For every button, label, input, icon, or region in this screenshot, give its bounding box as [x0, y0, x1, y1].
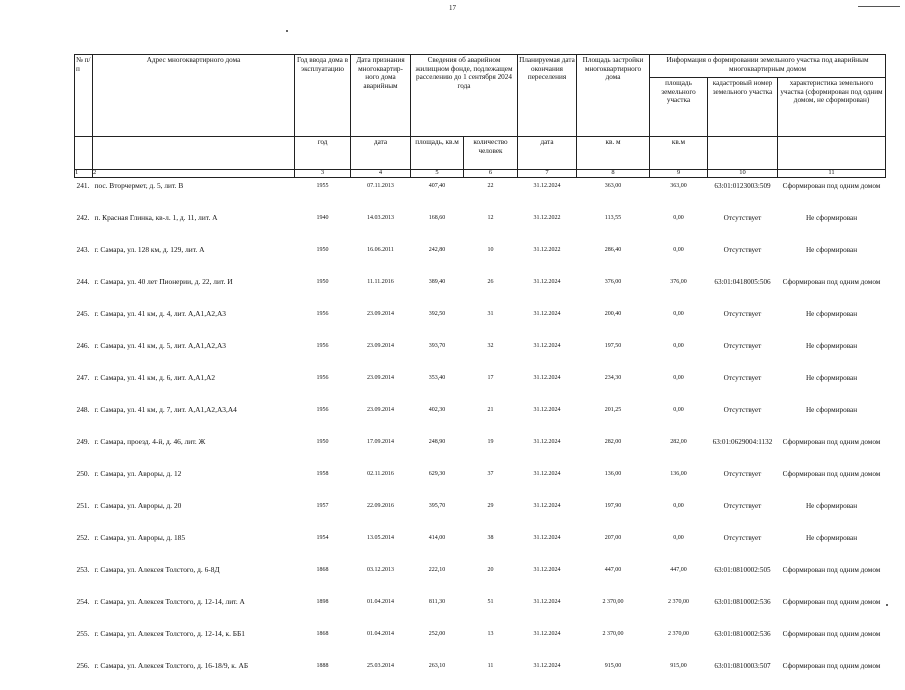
cadastral-cell: Отсутствует	[723, 245, 762, 254]
cadastral-cell: 63:01:0418005:506	[714, 277, 771, 286]
people-cell: 13	[487, 630, 494, 637]
row-number: 252.	[76, 532, 90, 542]
land-status-cell: Сформирован под одним домом	[782, 437, 881, 446]
unit-date: дата	[351, 137, 411, 170]
people-cell: 22	[487, 182, 494, 189]
emergency-date-cell: 11.11.2016	[367, 278, 394, 285]
cadastral-cell: Отсутствует	[723, 533, 762, 542]
table-row	[75, 498, 886, 530]
area-cell: 811,30	[428, 598, 446, 605]
year-cell: 1956	[316, 406, 329, 413]
land-area-cell: 0,00	[673, 502, 684, 509]
year-cell: 1956	[316, 374, 329, 381]
year-cell: 1954	[316, 534, 329, 541]
planned-date-cell: 31.12.2024	[533, 342, 561, 349]
cadastral-cell: 63:01:0810002:536	[714, 629, 771, 638]
land-status-cell: Сформирован под одним домом	[782, 469, 881, 478]
people-cell: 21	[487, 406, 494, 413]
column-number: 6	[464, 170, 518, 178]
address-cell: пос. Вторчермет, д. 5, лит. В	[94, 180, 184, 190]
address-cell: г. Самара, ул. Алексея Толстого, д. 16-18/9, к. АБ	[94, 660, 249, 670]
land-area-cell: 136,00	[670, 470, 687, 477]
header-date-emergency: Дата признания многоквартир-ного дома аварийным	[351, 55, 411, 137]
people-cell: 51	[487, 598, 494, 605]
land-area-cell: 0,00	[673, 214, 684, 221]
cadastral-cell: Отсутствует	[723, 213, 762, 222]
area-cell: 392,50	[428, 310, 446, 317]
people-cell: 37	[487, 470, 494, 477]
row-number: 242.	[76, 212, 90, 222]
people-cell: 38	[487, 534, 494, 541]
row-number: 243.	[76, 244, 90, 254]
row-number: 251.	[76, 500, 90, 510]
build-area-cell: 197,90	[604, 502, 622, 509]
land-area-cell: 0,00	[673, 374, 684, 381]
land-status-cell: Не сформирован	[805, 213, 858, 222]
area-cell: 414,00	[428, 534, 446, 541]
address-cell: г. Самара, ул. 41 км, д. 4, лит. А,А1,А2,А3	[94, 308, 226, 318]
area-cell: 407,40	[428, 182, 446, 189]
unit-blank	[75, 137, 93, 170]
planned-date-cell: 31.12.2024	[533, 566, 561, 573]
column-number: 8	[577, 170, 650, 178]
header-no: № п/п	[75, 55, 93, 137]
area-cell: 629,30	[428, 470, 446, 477]
emergency-date-cell: 02.11.2016	[367, 470, 394, 477]
area-cell: 242,80	[428, 246, 446, 253]
land-area-cell: 2 370,00	[668, 598, 689, 605]
people-cell: 26	[487, 278, 494, 285]
row-number: 244.	[76, 276, 90, 286]
people-cell: 29	[487, 502, 494, 509]
unit-sqm: кв. м	[577, 137, 650, 170]
row-number: 250.	[76, 468, 90, 478]
unit-blank	[778, 137, 886, 170]
cadastral-cell: Отсутствует	[723, 309, 762, 318]
build-area-cell: 197,50	[604, 342, 622, 349]
table-row	[75, 370, 886, 402]
year-cell: 1955	[316, 182, 329, 189]
land-area-cell: 376,00	[670, 278, 687, 285]
land-area-cell: 282,00	[670, 438, 687, 445]
unit-blank	[93, 137, 295, 170]
table-row	[75, 658, 886, 690]
column-number: 10	[708, 170, 778, 178]
build-area-cell: 286,40	[604, 246, 622, 253]
land-status-cell: Не сформирован	[805, 533, 858, 542]
scan-speck	[286, 30, 288, 32]
emergency-date-cell: 13.05.2014	[367, 534, 394, 541]
land-status-cell: Не сформирован	[805, 405, 858, 414]
people-cell: 11	[487, 662, 494, 669]
land-status-cell: Сформирован под одним домом	[782, 565, 881, 574]
planned-date-cell: 31.12.2024	[533, 470, 561, 477]
people-cell: 10	[487, 246, 494, 253]
row-number: 248.	[76, 404, 90, 414]
address-cell: п. Красная Глинка, кв-л. 1, д. 11, лит. А	[94, 212, 218, 222]
column-number: 1	[75, 170, 93, 178]
year-cell: 1956	[316, 310, 329, 317]
corner-line	[858, 6, 900, 7]
planned-date-cell: 31.12.2024	[533, 662, 561, 669]
build-area-cell: 2 370,00	[602, 598, 624, 605]
planned-date-cell: 31.12.2024	[533, 374, 561, 381]
area-cell: 393,70	[428, 342, 446, 349]
land-status-cell: Сформирован под одним домом	[782, 277, 881, 286]
land-status-cell: Не сформирован	[805, 373, 858, 382]
year-cell: 1868	[316, 630, 329, 637]
land-area-cell: 915,00	[670, 662, 687, 669]
table-row	[75, 434, 886, 466]
emergency-date-cell: 23.09.2014	[367, 310, 394, 317]
build-area-cell: 201,25	[604, 406, 622, 413]
area-cell: 222,10	[428, 566, 446, 573]
emergency-date-cell: 23.09.2014	[367, 374, 394, 381]
column-number: 11	[778, 170, 886, 178]
land-status-cell: Не сформирован	[805, 501, 858, 510]
address-cell: г. Самара, ул. 41 км, д. 7, лит. А,А1,А2,А3,А4	[94, 404, 237, 414]
land-area-cell: 0,00	[673, 342, 684, 349]
address-cell: г. Самара, ул. Авроры, д. 185	[94, 532, 186, 542]
cadastral-cell: 63:01:0123003:509	[714, 181, 771, 190]
header-address: Адрес многоквартирного дома	[93, 55, 295, 137]
year-cell: 1956	[316, 342, 329, 349]
emergency-date-cell: 07.11.2013	[367, 182, 394, 189]
planned-date-cell: 31.12.2022	[533, 214, 561, 221]
build-area-cell: 136,00	[604, 470, 622, 477]
address-cell: г. Самара, ул. 41 км, д. 6, лит. А,А1,А2	[94, 372, 216, 382]
area-cell: 248,90	[428, 438, 446, 445]
land-status-cell: Сформирован под одним домом	[782, 629, 881, 638]
unit-year: год	[295, 137, 351, 170]
table-row	[75, 242, 886, 274]
planned-date-cell: 31.12.2022	[533, 246, 561, 253]
table-row	[75, 530, 886, 562]
cadastral-cell: Отсутствует	[723, 405, 762, 414]
row-number: 241.	[76, 180, 90, 190]
year-cell: 1958	[316, 470, 329, 477]
land-status-cell: Сформирован под одним домом	[782, 661, 881, 670]
year-cell: 1957	[316, 502, 329, 509]
cadastral-cell: 63:01:0810002:505	[714, 565, 771, 574]
area-cell: 402,30	[428, 406, 446, 413]
land-status-cell: Сформирован под одним домом	[782, 597, 881, 606]
year-cell: 1898	[316, 598, 329, 605]
land-area-cell: 363,00	[670, 182, 687, 189]
year-cell: 1868	[316, 566, 329, 573]
address-cell: г. Самара, ул. 40 лет Пионерии, д. 22, лит. И	[94, 276, 233, 286]
column-number: 3	[295, 170, 351, 178]
planned-date-cell: 31.12.2024	[533, 598, 561, 605]
emergency-date-cell: 23.09.2014	[367, 342, 394, 349]
cadastral-cell: Отсутствует	[723, 341, 762, 350]
land-status-cell: Сформирован под одним домом	[782, 181, 881, 190]
header-planned-date: Планируемая дата окончания переселения	[518, 55, 577, 137]
address-cell: г. Самара, ул. Авроры, д. 20	[94, 500, 182, 510]
year-cell: 1940	[316, 214, 329, 221]
people-cell: 32	[487, 342, 494, 349]
planned-date-cell: 31.12.2024	[533, 502, 561, 509]
people-cell: 17	[487, 374, 494, 381]
cadastral-cell: 63:01:0629004:1132	[712, 437, 773, 446]
area-cell: 168,60	[428, 214, 446, 221]
unit-area: площадь, кв.м	[411, 137, 464, 170]
land-area-cell: 0,00	[673, 246, 684, 253]
column-number: 4	[351, 170, 411, 178]
emergency-date-cell: 01.04.2014	[367, 598, 394, 605]
page-number: 17	[449, 4, 456, 12]
land-status-cell: Не сформирован	[805, 309, 858, 318]
land-area-cell: 447,00	[670, 566, 687, 573]
emergency-date-cell: 25.03.2014	[367, 662, 394, 669]
build-area-cell: 113,55	[604, 214, 622, 221]
row-number: 255.	[76, 628, 90, 638]
build-area-cell: 234,30	[604, 374, 622, 381]
column-number: 9	[650, 170, 708, 178]
header-land-info: Информация о формировании земельного участка под аварийным многоквартирным домом	[650, 55, 886, 78]
people-cell: 19	[487, 438, 494, 445]
land-area-cell: 0,00	[673, 310, 684, 317]
cadastral-cell: Отсутствует	[723, 373, 762, 382]
build-area-cell: 363,00	[604, 182, 622, 189]
cadastral-cell: 63:01:0810002:536	[714, 597, 771, 606]
planned-date-cell: 31.12.2024	[533, 438, 561, 445]
table-row	[75, 594, 886, 626]
build-area-cell: 2 370,00	[602, 630, 624, 637]
table-row	[75, 466, 886, 498]
table-row	[75, 306, 886, 338]
header-land-char: характеристика земельного участка (сформирован под одним домом, не сформирован)	[778, 78, 886, 137]
scan-speck	[886, 604, 888, 606]
emergency-date-cell: 14.03.2013	[367, 214, 394, 221]
emergency-date-cell: 22.09.2016	[367, 502, 394, 509]
row-number: 247.	[76, 372, 90, 382]
row-number: 245.	[76, 308, 90, 318]
table-row	[75, 338, 886, 370]
address-cell: г. Самара, ул. Алексея Толстого, д. 6-8Д	[94, 564, 220, 574]
planned-date-cell: 31.12.2024	[533, 630, 561, 637]
build-area-cell: 447,00	[604, 566, 622, 573]
year-cell: 1950	[316, 246, 329, 253]
planned-date-cell: 31.12.2024	[533, 182, 561, 189]
emergency-date-cell: 16.06.2011	[367, 246, 394, 253]
year-cell: 1950	[316, 438, 329, 445]
address-cell: г. Самара, ул. Алексея Толстого, д. 12-14, лит. А	[94, 596, 245, 606]
table-row	[75, 210, 886, 242]
row-number: 254.	[76, 596, 90, 606]
people-cell: 31	[487, 310, 494, 317]
build-area-cell: 282,00	[604, 438, 622, 445]
emergency-date-cell: 03.12.2013	[367, 566, 394, 573]
area-cell: 263,10	[428, 662, 446, 669]
build-area-cell: 376,00	[604, 278, 622, 285]
table-row	[75, 562, 886, 594]
header-land-area: площадь земельного участка	[650, 78, 708, 137]
unit-people: количество человек	[464, 137, 518, 170]
unit-sqm-land: кв.м	[650, 137, 708, 170]
cadastral-cell: Отсутствует	[723, 501, 762, 510]
planned-date-cell: 31.12.2024	[533, 406, 561, 413]
column-number: 5	[411, 170, 464, 178]
header-build-area: Площадь застройки многоквартирного дома	[577, 55, 650, 137]
area-cell: 389,40	[428, 278, 446, 285]
row-number: 253.	[76, 564, 90, 574]
land-status-cell: Не сформирован	[805, 341, 858, 350]
row-number: 249.	[76, 436, 90, 446]
cadastral-cell: 63:01:0810003:507	[714, 661, 771, 670]
unit-planned-date: дата	[518, 137, 577, 170]
land-area-cell: 0,00	[673, 406, 684, 413]
header-fund-info: Сведения об аварийном жилищном фонде, подлежащем расселению до 1 сентября 2024 года	[411, 55, 518, 137]
table-row	[75, 626, 886, 658]
land-area-cell: 0,00	[673, 534, 684, 541]
planned-date-cell: 31.12.2024	[533, 534, 561, 541]
column-number: 7	[518, 170, 577, 178]
people-cell: 12	[487, 214, 494, 221]
column-number: 2	[93, 170, 295, 178]
planned-date-cell: 31.12.2024	[533, 310, 561, 317]
unit-blank	[708, 137, 778, 170]
row-number: 246.	[76, 340, 90, 350]
people-cell: 20	[487, 566, 494, 573]
row-number: 256.	[76, 660, 90, 670]
emergency-date-cell: 17.09.2014	[367, 438, 394, 445]
build-area-cell: 207,00	[604, 534, 622, 541]
emergency-date-cell: 23.09.2014	[367, 406, 394, 413]
area-cell: 395,70	[428, 502, 446, 509]
address-cell: г. Самара, проезд. 4-й, д. 46, лит. Ж	[94, 436, 206, 446]
header-year-built: Год ввода дома в эксплуатацию	[295, 55, 351, 137]
emergency-housing-table	[74, 54, 886, 690]
cadastral-cell: Отсутствует	[723, 469, 762, 478]
table-row	[75, 177, 886, 210]
planned-date-cell: 31.12.2024	[533, 278, 561, 285]
build-area-cell: 200,40	[604, 310, 622, 317]
build-area-cell: 915,00	[604, 662, 622, 669]
address-cell: г. Самара, ул. 41 км, д. 5, лит. А,А1,А2,А3	[94, 340, 226, 350]
land-area-cell: 2 370,00	[668, 630, 689, 637]
table-row	[75, 274, 886, 306]
address-cell: г. Самара, ул. Авроры, д. 12	[94, 468, 182, 478]
year-cell: 1950	[316, 278, 329, 285]
area-cell: 353,40	[428, 374, 446, 381]
land-status-cell: Не сформирован	[805, 245, 858, 254]
area-cell: 252,00	[428, 630, 446, 637]
address-cell: г. Самара, ул. 128 км, д. 129, лит. А	[94, 244, 205, 254]
table-row	[75, 402, 886, 434]
emergency-date-cell: 01.04.2014	[367, 630, 394, 637]
header-cadastral: кадастровый номер земельного участка	[708, 78, 778, 137]
address-cell: г. Самара, ул. Алексея Толстого, д. 12-14, к. ББ1	[94, 628, 245, 638]
year-cell: 1888	[316, 662, 329, 669]
